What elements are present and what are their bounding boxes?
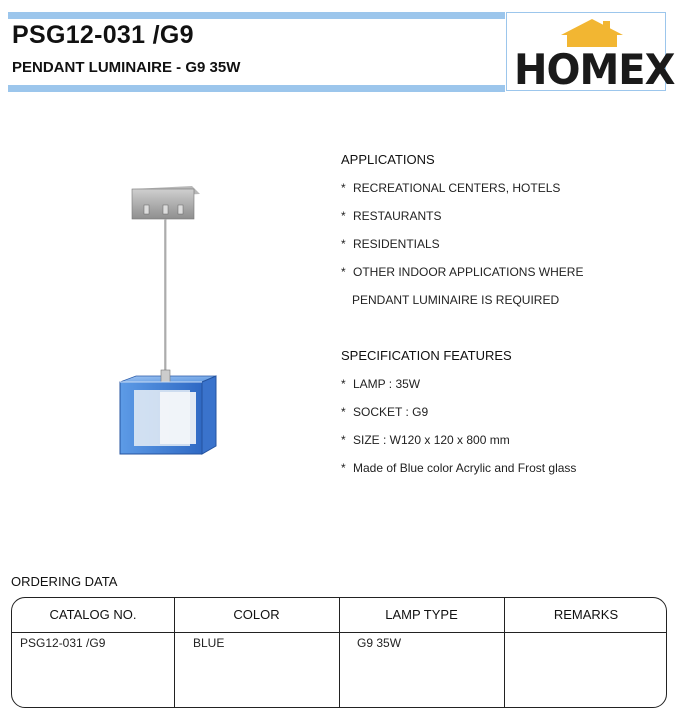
product-subtitle: PENDANT LUMINAIRE - G9 35W [12,59,241,76]
applications-section [341,153,583,321]
header-color: COLOR [233,607,280,622]
specification-title: SPECIFICATION FEATURES [341,348,512,363]
application-item: * OTHER INDOOR APPLICATIONS WHERE [341,265,584,279]
house-roof-icon [559,18,625,48]
header-bar-bottom [8,85,505,92]
header-remarks: REMARKS [553,607,619,622]
cell-catalog-no: PSG12-031 /G9 [20,636,106,650]
cell-lamp-type: G9 35W [357,636,402,650]
cell-color: BLUE [193,636,225,650]
spec-item: * SIZE : W120 x 120 x 800 mm [341,433,510,447]
spec-item: * Made of Blue color Acrylic and Frost glass [341,461,577,475]
ordering-title: ORDERING DATA [11,574,118,589]
logo-text: HOMEX [514,46,675,95]
pendant-lamp-illustration [110,180,230,465]
applications-title: APPLICATIONS [341,152,435,167]
specification-section [341,349,576,489]
application-item-continuation: PENDANT LUMINAIRE IS REQUIRED [352,293,560,307]
ordering-table [11,597,667,708]
header-catalog-no: CATALOG NO. [49,607,137,622]
application-item: * RECREATIONAL CENTERS, HOTELS [341,181,561,195]
spec-item: * LAMP : 35W [341,377,421,391]
header-bar-top [8,12,505,19]
brand-logo [506,12,675,95]
header-lamp-type: LAMP TYPE [385,607,458,622]
spec-item: * SOCKET : G9 [341,405,429,419]
product-model: PSG12-031 /G9 [12,21,194,49]
application-item: * RESIDENTIALS [341,237,440,251]
application-item: * RESTAURANTS [341,209,442,223]
